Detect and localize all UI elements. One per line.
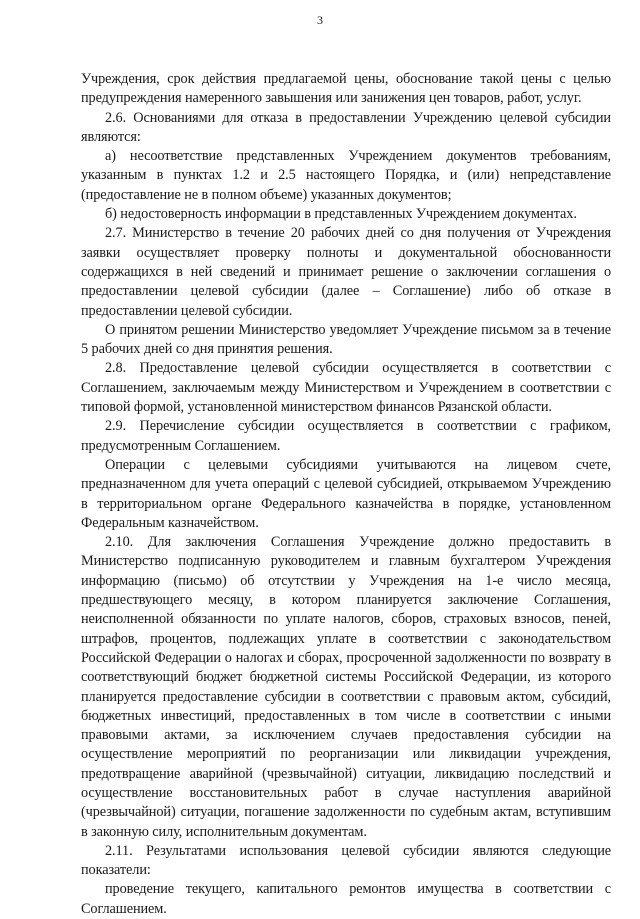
paragraph-2-8: 2.8. Предоставление целевой субсидии осуществляется в соответствии с Соглашением, заключаемым между Министерством и Учреждением в соответствии с типовой формой, установленной министерством финансов Рязанской области. [81,360,611,416]
paragraph-2-7-notice: О принятом решении Министерство уведомляет Учреждение письмом за в течение 5 рабочих дней со дня принятия решения. [81,321,611,358]
paragraph-2-10: 2.10. Для заключения Соглашения Учреждение должно предоставить в Министерство подписанную руководителем и главным бухгалтером Учреждения информацию (письмо) об отсутствии у Учреждения на 1-е число месяца, предшествующего месяцу, в котором планируется заключение Соглашения, неисполненной обязанности по уплате налогов, сборов, страховых взносов, пеней, штрафов, процентов, подлежащих уплате в соответствии с законодательством Российской Федерации о налогах и сборах, просроченной задолженности по возврату в соответствующий бюджет бюджетной системы Российской Федерации, из которого планируется предоставление субсидии в соответствии с правовым актом, субсидий, бюджетных инвестиций, предоставленных в том числе в соответствии с иными правовыми актами, за исключением случаев предоставления субсидии на осуществление мероприятий по реорганизации или ликвидации учреждения, предотвращение аварийной (чрезвычайной) ситуации, ликвидацию последствий и осуществление восстановительных работ в случае наступления аварийной (чрезвычайной) ситуации, погашение задолженности по судебным актам, вступившим в законную силу, исполнительным документам. [81,534,611,840]
paragraph-2-11: 2.11. Результатами использования целевой субсидии являются следующие показатели: [81,842,611,879]
paragraph-2-9-operations: Операции с целевыми субсидиями учитываются на лицевом счете, предназначенном для учета операций с целевой субсидией, открываемом Учреждению в территориальном органе Федерального казначейства в порядке, установленном Федеральным казначейством. [81,456,611,531]
paragraph-2-6-a: а) несоответствие представленных Учреждением документов требованиям, указанным в пунктах 1.2 и 2.5 настоящего Порядка, и (или) непредставление (предоставление не в полном объеме) указанных документов; [81,148,611,203]
paragraph-2-11-indicator: проведение текущего, капитального ремонтов имущества в соответствии с Соглашением. [81,881,611,917]
document-body [81,70,611,919]
paragraph-2-6: 2.6. Основаниями для отказа в предоставлении Учреждению целевой субсидии являются: [81,109,611,145]
paragraph-continuation: Учреждения, срок действия предлагаемой цены, обоснование такой цены с целью предупреждения намеренного завышения или занижения цен товаров, работ, услуг. [81,71,611,107]
paragraph-2-9: 2.9. Перечисление субсидии осуществляется в соответствии с графиком, предусмотренным Соглашением. [81,418,611,454]
page-number: 3 [317,13,323,27]
paragraph-2-7: 2.7. Министерство в течение 20 рабочих дней со дня получения от Учреждения заявки осуществляет проверку полноты и документальной обоснованности содержащихся в ней сведений и принимает решение о заключении соглашения о предоставлении целевой субсидии (далее – Соглашение) либо об отказе в предоставлении целевой субсидии. [81,225,611,319]
paragraph-2-6-b: б) недостоверность информации в представленных Учреждением документах. [105,206,577,223]
